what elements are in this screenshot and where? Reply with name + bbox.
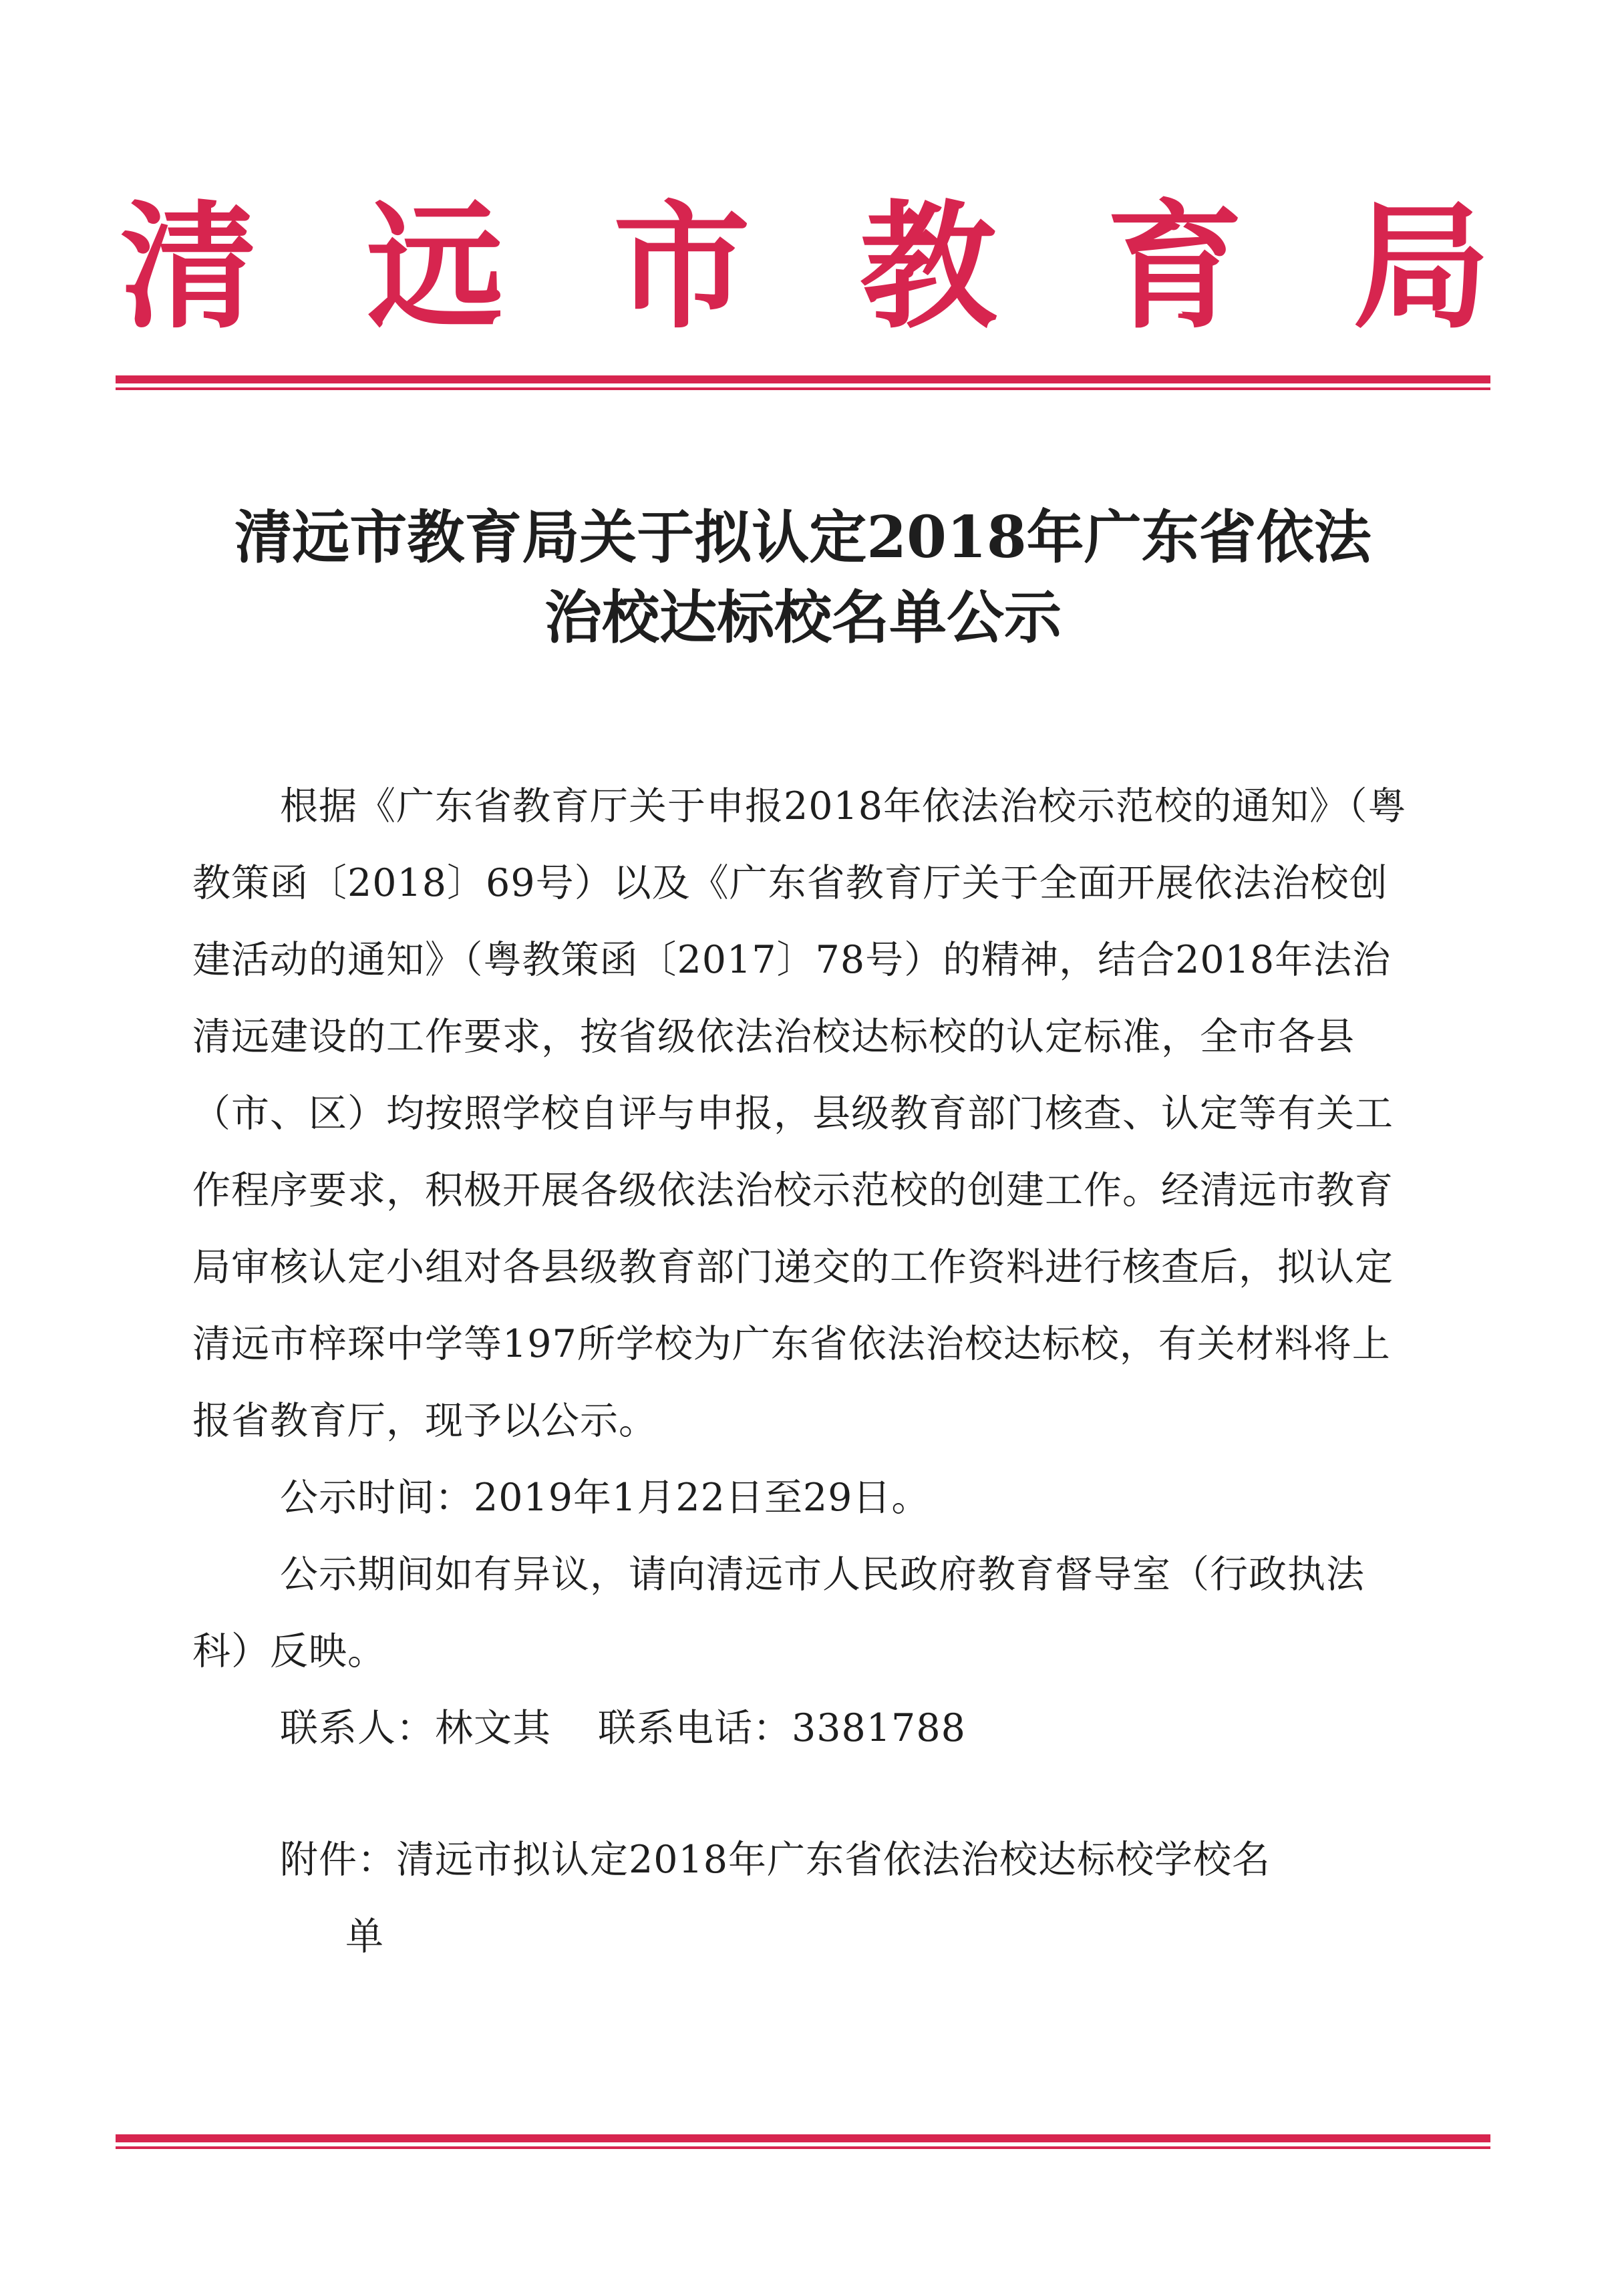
divider-thin-line bbox=[116, 2146, 1490, 2149]
main-paragraph: 根据《广东省教育厅关于申报2018年依法治校示范校的通知》（粤教策函〔2018〕69号）以及《广东省教育厅关于全面开展依法治校创建活动的通知》（粤教策函〔2017〕78号）的精神，结合2018年法治清远建设的工作要求，按省级依法治校达标校的认定标准，全市各县（市、区）均按照学校自评与申报，县级教育部门核查、认定等有关工作程序要求，积极开展各级依法治校示范校的创建工作。经清远市教育局审核认定小组对各县级教育部门递交的工作资料进行核查后，拟认定清远市梓琛中学等197所学校为广东省依法治校达标校，有关材料将上报省教育厅，现予以公示。 bbox=[192, 784, 1407, 1443]
letterhead-char: 局 bbox=[1353, 187, 1490, 347]
contact-phone: 联系电话：3381788 bbox=[598, 1706, 966, 1750]
divider-thick-line bbox=[116, 2134, 1490, 2142]
objection-paragraph: 公示期间如有异议，请向清远市人民政府教育督导室（行政执法科）反映。 bbox=[192, 1552, 1365, 1673]
letterhead-title bbox=[120, 180, 1490, 354]
document-title-line-2: 治校达标校名单公示 bbox=[544, 584, 1062, 651]
document-title-line-1: 清远市教育局关于拟认定2018年广东省依法 bbox=[234, 504, 1372, 571]
letterhead-char: 教 bbox=[860, 187, 997, 347]
contact-line bbox=[192, 1690, 1422, 1767]
letterhead-divider bbox=[116, 375, 1490, 390]
divider-thick-line bbox=[116, 375, 1490, 383]
attachment-text: 附件：清远市拟认定2018年广东省依法治校达标校学校名 bbox=[280, 1838, 1271, 1882]
letterhead-char: 清 bbox=[120, 187, 257, 347]
publicity-period: 公示时间：2019年1月22日至29日。 bbox=[280, 1476, 931, 1520]
attachment-line bbox=[192, 1822, 1422, 1899]
letterhead-char: 市 bbox=[613, 187, 750, 347]
letterhead-char: 远 bbox=[367, 187, 504, 347]
document-body bbox=[192, 768, 1422, 1975]
footer-divider bbox=[116, 2134, 1490, 2149]
document-title bbox=[116, 498, 1490, 658]
letterhead-char: 育 bbox=[1106, 187, 1243, 347]
contact-person: 联系人：林文其 bbox=[280, 1706, 551, 1750]
divider-thin-line bbox=[116, 387, 1490, 390]
attachment-continuation: 单 bbox=[345, 1915, 384, 1959]
